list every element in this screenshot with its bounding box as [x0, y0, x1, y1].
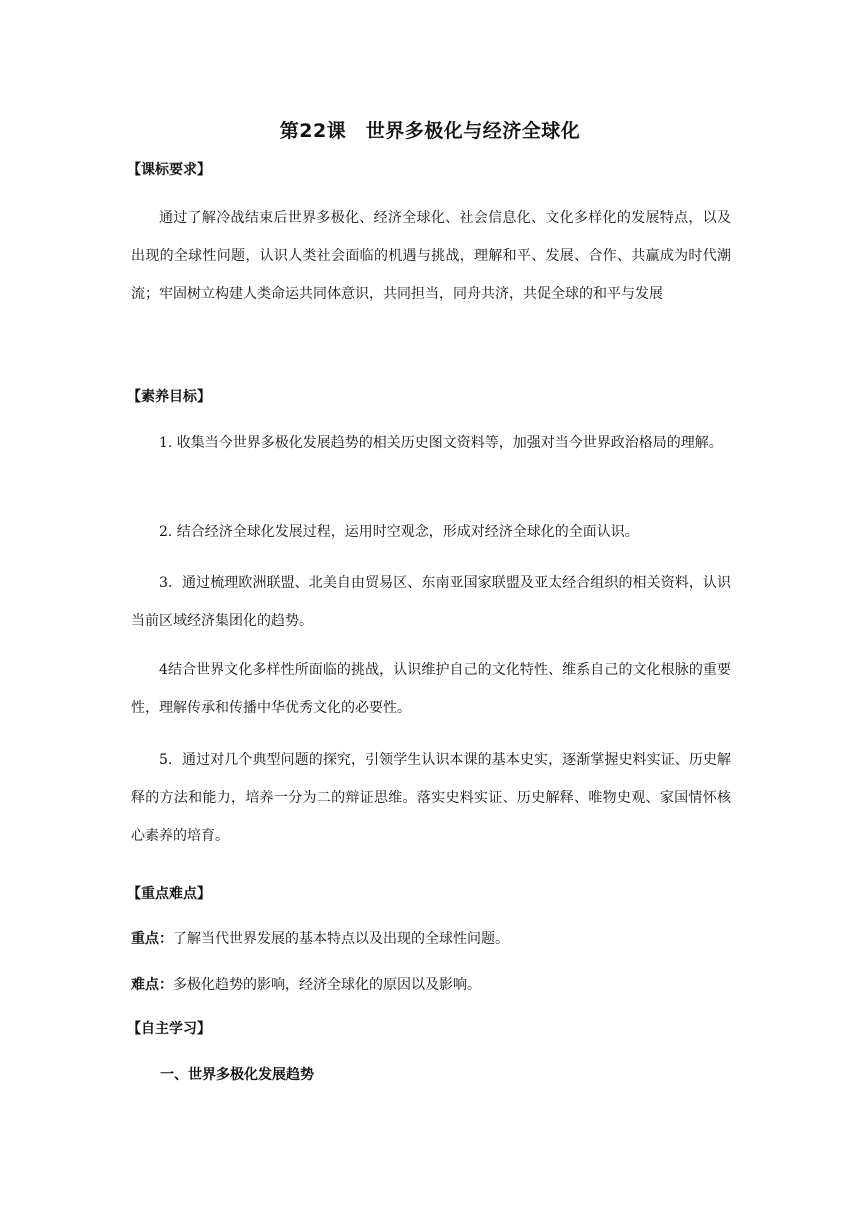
curriculum-heading: 【课标要求】	[127, 162, 211, 178]
literacy-goal-3: 3．通过梳理欧洲联盟、北美自由贸易区、东南亚国家联盟及亚太经合组织的相关资料，认识当前区域经济集团化的趋势。	[131, 575, 731, 629]
literacy-goal-1: 1. 收集当今世界多极化发展趋势的相关历史图文资料等，加强对当今世界政治格局的理解。	[159, 435, 723, 451]
self-study-heading: 【自主学习】	[127, 1021, 211, 1037]
lesson-title: 第22课 世界多极化与经济全球化	[279, 120, 581, 142]
difficulty-line	[131, 974, 481, 994]
focus-text: 了解当代世界发展的基本特点以及出现的全球性问题。	[173, 931, 509, 947]
literacy-goal-2: 2. 结合经济全球化发展过程，运用时空观念，形成对经济全球化的全面认识。	[159, 524, 639, 540]
difficulty-text: 多极化趋势的影响，经济全球化的原因以及影响。	[173, 977, 481, 993]
literacy-goal-5: 5．通过对几个典型问题的探究，引领学生认识本课的基本史实，逐渐掌握史料实证、历史解释的方法和能力，培养一分为二的辩证思维。落实史料实证、历史解释、唯物史观、家国情怀核心素养的培育。	[131, 752, 731, 844]
self-study-subheading: 一、世界多极化发展趋势	[160, 1067, 314, 1083]
focus-label: 重点：	[131, 931, 173, 947]
literacy-goal-4: 4结合世界文化多样性所面临的挑战，认识维护自己的文化特性、维系自己的文化根脉的重要性，理解传承和传播中华优秀文化的必要性。	[131, 662, 731, 716]
curriculum-text: 通过了解冷战结束后世界多极化、经济全球化、社会信息化、文化多样化的发展特点，以及出现的全球性问题，认识人类社会面临的机遇与挑战，理解和平、发展、合作、共赢成为时代潮流；牢固树立构建人类命运共同体意识，共同担当，同舟共济，共促全球的和平与发展	[131, 210, 731, 302]
literacy-heading: 【素养目标】	[127, 389, 211, 405]
focus-line	[131, 928, 509, 948]
key-points-heading: 【重点难点】	[127, 886, 211, 902]
difficulty-label: 难点：	[131, 977, 173, 993]
